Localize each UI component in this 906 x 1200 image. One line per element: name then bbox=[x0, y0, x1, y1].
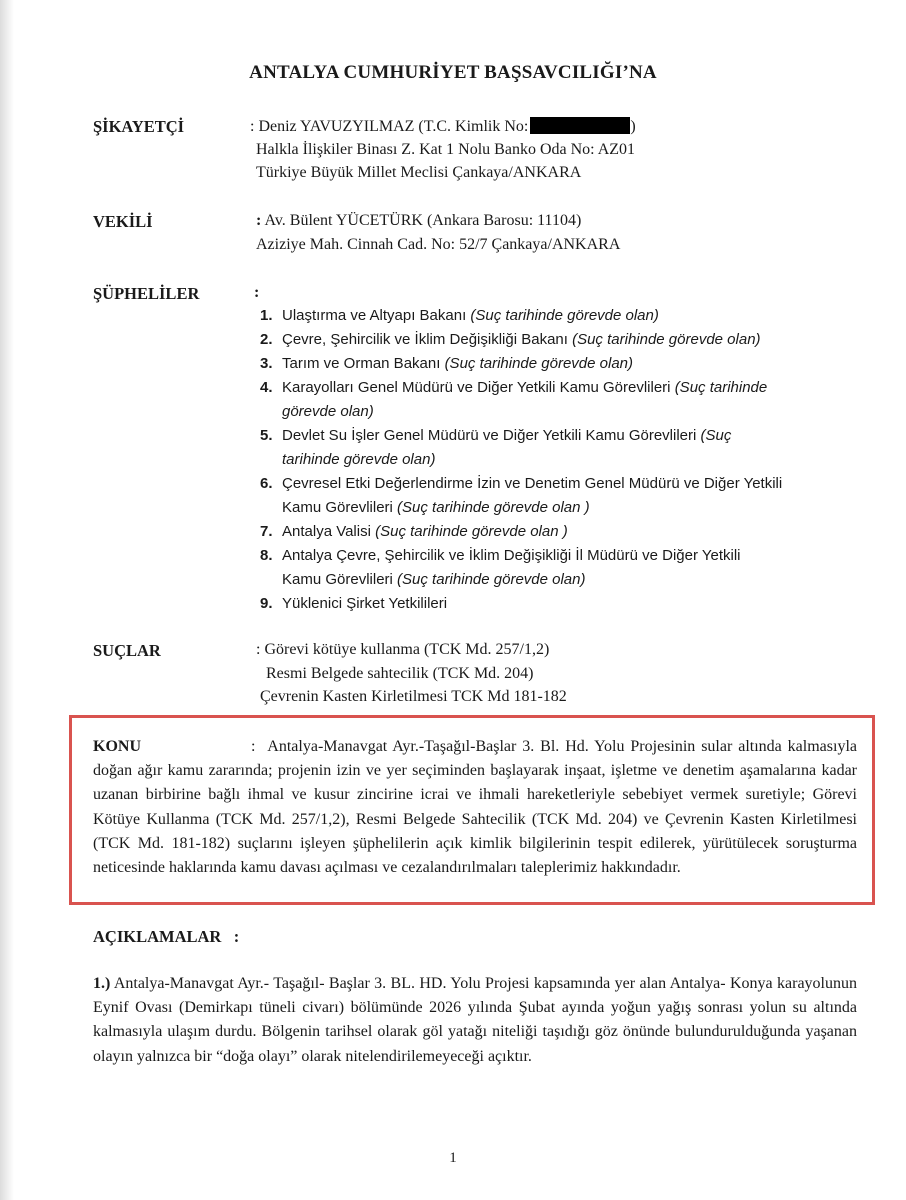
item-number: 1. bbox=[260, 307, 273, 324]
item-text: Devlet Su İşler Genel Müdürü ve Diğer Yetkili Kamu Görevlileri bbox=[282, 427, 701, 444]
complainant-label: ŞİKAYETÇİ bbox=[93, 117, 185, 136]
crime-3: Çevrenin Kasten Kirletilmesi TCK Md 181-182 bbox=[260, 688, 567, 705]
item-text: Antalya Çevre, Şehircilik ve İklim Değişikliği İl Müdürü ve Diğer Yetkili bbox=[282, 547, 741, 564]
redacted-id-block bbox=[530, 117, 630, 134]
suspect-item-7 bbox=[260, 523, 568, 541]
item-note: (Suç tarihinde görevde olan) bbox=[470, 307, 659, 324]
complainant-line-1 bbox=[250, 117, 636, 136]
item-text: Antalya Valisi bbox=[282, 523, 376, 540]
suspect-item-6-continued bbox=[282, 499, 590, 516]
item-text: Yüklenici Şirket Yetkilileri bbox=[282, 595, 448, 612]
suspect-item-5 bbox=[260, 427, 731, 445]
item-note: (Suç tarihinde bbox=[674, 379, 768, 396]
item-note: (Suç bbox=[700, 427, 732, 444]
item-text: Kamu Görevlileri bbox=[282, 571, 398, 588]
item-note: (Suç tarihinde görevde olan ) bbox=[397, 499, 590, 516]
page-number: 1 bbox=[449, 1150, 457, 1166]
document-title: ANTALYA CUMHURİYET BAŞSAVCILIĞI’NA bbox=[249, 62, 657, 83]
explanations-heading bbox=[93, 927, 239, 947]
item-number: 8. bbox=[260, 547, 273, 564]
attorney-colon: : bbox=[256, 212, 262, 229]
item-text: Ulaştırma ve Altyapı Bakanı bbox=[282, 307, 471, 324]
suspect-item-4 bbox=[260, 379, 767, 397]
item-note: görevde olan) bbox=[282, 403, 374, 420]
suspect-item-1 bbox=[260, 307, 659, 325]
item-number: 2. bbox=[260, 331, 273, 348]
suspect-item-8-continued bbox=[282, 571, 586, 588]
suspect-item-9 bbox=[260, 595, 447, 613]
attorney-line-1 bbox=[256, 212, 581, 230]
item-number: 6. bbox=[260, 475, 273, 492]
item-text: Karayolları Genel Müdürü ve Diğer Yetkili Kamu Görevlileri bbox=[282, 379, 675, 396]
item-text: Çevresel Etki Değerlendirme İzin ve Denetim Genel Müdürü ve Diğer Yetkili bbox=[282, 475, 783, 492]
suspects-colon: : bbox=[254, 284, 260, 301]
complainant-address-line-2: Halkla İlişkiler Binası Z. Kat 1 Nolu Banko Oda No: AZ01 bbox=[256, 141, 636, 158]
crimes-label: SUÇLAR bbox=[93, 641, 161, 660]
explanation-1-number: 1.) bbox=[93, 975, 111, 992]
item-text: Tarım ve Orman Bakanı bbox=[282, 355, 445, 372]
subject-paragraph bbox=[93, 735, 857, 880]
attorney-address: Aziziye Mah. Cinnah Cad. No: 52/7 Çankaya/ANKARA bbox=[256, 236, 621, 253]
explanations-label: AÇIKLAMALAR bbox=[93, 927, 222, 946]
suspect-item-3 bbox=[260, 355, 633, 373]
item-number: 3. bbox=[260, 355, 273, 372]
suspect-item-2 bbox=[260, 331, 761, 349]
item-note: (Suç tarihinde görevde olan) bbox=[444, 355, 634, 372]
item-number: 7. bbox=[260, 523, 273, 540]
explanations-colon: : bbox=[233, 927, 240, 946]
subject-label: KONU bbox=[93, 738, 141, 755]
page-edge-shadow bbox=[0, 0, 14, 1200]
subject-colon: : bbox=[251, 738, 256, 755]
item-number: 4. bbox=[260, 379, 273, 396]
subject-text: Antalya-Manavgat Ayr.-Taşağıl-Başlar 3. Bl. Hd. Yolu Projesinin sular altında kalmasıyla doğan ağır kamu zararında; projenin izin ve yer seçiminden başlayarak inşaat, işletme ve denetim aşamalarına kadar uzanan birbirine bağlı ihmal ve kusur zincirine icrai ve ihmali hareketleriyle sebebiyet vermek suretiyle; Görevi Kötüye Kullanma (TCK Md. 257/1,2), Resmi Belgede Sahtecilik (TCK Md. 204) ve Çevrenin Kasten Kirletilmesi (TCK Md. 181-182) suçlarını işleyen şüphelilerin açık kimlik bilgilerinin tespit edilerek, yürütülecek soruşturma neticesinde haklarında kamu davası açılması ve cezalandırılmaları taleplerimiz hakkındadır. bbox=[93, 738, 857, 877]
explanation-1-text: Antalya-Manavgat Ayr.- Taşağıl- Başlar 3. BL. HD. Yolu Projesi kapsamında yer alan Antalya- Konya karayolunun Eynif Ovası (Demirkapı tüneli civarı) bölümünde 2026 yılında Şubat ayında yoğun yağış sonrası yolun su altında kalmasıyla ulaşım durdu. Bölgenin tarihsel olarak göl yatağı niteliği taşıdığı göz önünde bulundurulduğunda yaşanan olayın yalnızca bir “doğa olayı” olarak nitelendirilemeyeceği açıktır. bbox=[93, 975, 857, 1065]
suspect-item-6 bbox=[260, 475, 782, 493]
item-note: (Suç tarihinde görevde olan) bbox=[572, 331, 761, 348]
item-number: 5. bbox=[260, 427, 273, 444]
suspects-label: ŞÜPHELİLER bbox=[93, 284, 200, 303]
item-text: Kamu Görevlileri bbox=[282, 499, 398, 516]
complainant-name: : Deniz YAVUZYILMAZ (T.C. Kimlik No: bbox=[250, 118, 529, 135]
explanation-paragraph-1 bbox=[93, 972, 857, 1069]
suspect-item-8 bbox=[260, 547, 741, 565]
item-note: (Suç tarihinde görevde olan) bbox=[397, 571, 586, 588]
item-number: 9. bbox=[260, 595, 273, 612]
suspect-item-5-continued bbox=[282, 451, 435, 468]
crime-2: Resmi Belgede sahtecilik (TCK Md. 204) bbox=[266, 665, 534, 682]
crime-1: : Görevi kötüye kullanma (TCK Md. 257/1,2) bbox=[256, 641, 550, 658]
complainant-address-line-3: Türkiye Büyük Millet Meclisi Çankaya/ANKARA bbox=[256, 164, 582, 181]
attorney-name: Av. Bülent YÜCETÜRK (Ankara Barosu: 11104) bbox=[264, 212, 582, 229]
complainant-line-1-suffix: ) bbox=[630, 118, 636, 135]
item-text: Çevre, Şehircilik ve İklim Değişikliği Bakanı bbox=[282, 331, 573, 348]
item-note: tarihinde görevde olan) bbox=[282, 451, 436, 468]
item-note: (Suç tarihinde görevde olan ) bbox=[375, 523, 568, 540]
attorney-label: VEKİLİ bbox=[93, 212, 153, 231]
suspect-item-4-continued bbox=[282, 403, 374, 420]
